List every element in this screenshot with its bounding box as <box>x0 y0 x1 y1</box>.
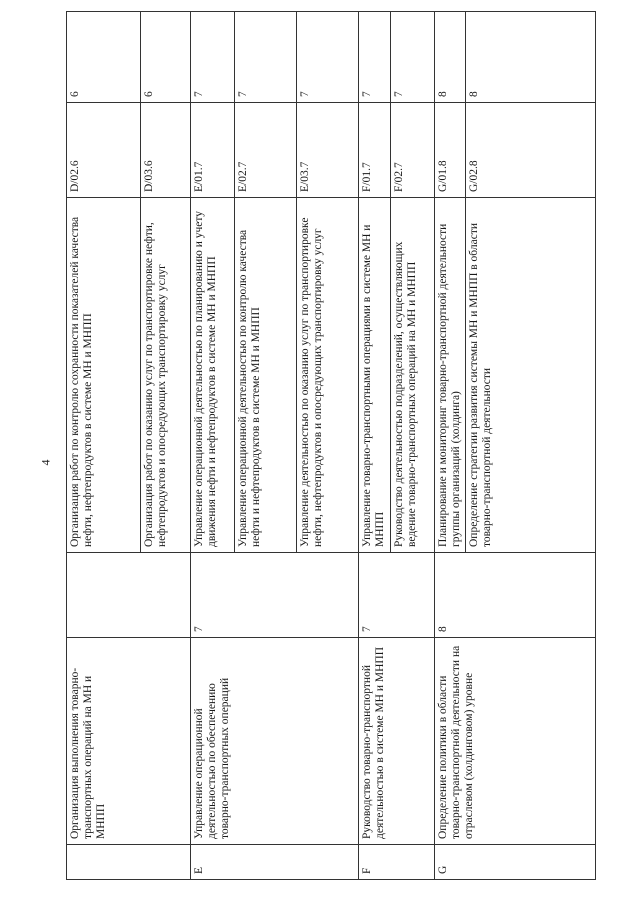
function-level-cell: 8 <box>466 12 596 103</box>
function-name-cell: Управление товарно-транспортными операциями в системе МН и МНПП <box>359 198 391 553</box>
function-name-cell: Определение стратегии развития системы МН и МНПП в области товарно-транспортной деятельности <box>466 198 596 553</box>
function-code-cell: E/03.7 <box>297 103 359 198</box>
function-code-cell: E/01.7 <box>191 103 235 198</box>
gtf-name-cell: Управление операционной деятельностью по обеспечению товарно-транспортных операций <box>191 638 359 845</box>
function-level-cell: 7 <box>391 12 435 103</box>
function-code-cell: E/02.7 <box>235 103 297 198</box>
function-code-cell: G/01.8 <box>435 103 466 198</box>
function-code-cell: G/02.8 <box>466 103 596 198</box>
function-code-cell: D/03.6 <box>141 103 191 198</box>
gtf-code-cell <box>67 845 191 880</box>
function-level-cell: 7 <box>297 12 359 103</box>
function-level-cell: 8 <box>435 12 466 103</box>
table-row <box>67 12 141 880</box>
functions-table-rotated <box>66 78 594 880</box>
function-name-cell: Управление операционной деятельностью по планированию и учету движения нефти и нефтепродуктов в системе МН и МНПП <box>191 198 235 553</box>
gtf-code-cell: F <box>359 845 435 880</box>
function-level-cell: 7 <box>359 12 391 103</box>
gtf-level-cell: 8 <box>435 553 596 638</box>
function-code-cell: F/01.7 <box>359 103 391 198</box>
function-code-cell: F/02.7 <box>391 103 435 198</box>
gtf-name-cell: Руководство товарно-транспортной деятельностью в системе МН и МНПП <box>359 638 435 845</box>
function-name-cell: Планирование и мониторинг товарно-транспортной деятельности группы организаций (холдинга) <box>435 198 466 553</box>
gtf-level-cell: 7 <box>191 553 359 638</box>
gtf-name-cell: Организация выполнения товарно-транспортных операций на МН и МНПП <box>67 638 191 845</box>
table-row <box>191 12 235 880</box>
function-name-cell: Руководство деятельностью подразделений, осуществляющих ведение товарно-транспортных операций на МН и МНПП <box>391 198 435 553</box>
function-level-cell: 7 <box>235 12 297 103</box>
gtf-name-cell: Определение политики в области товарно-транспортной деятельности на отраслевом (холдинговом) уровне <box>435 638 596 845</box>
table-row <box>359 12 391 880</box>
table-row <box>435 12 466 880</box>
gtf-level-cell: 7 <box>359 553 435 638</box>
gtf-code-cell: G <box>435 845 596 880</box>
gtf-level-cell <box>67 553 191 638</box>
function-code-cell: D/02.6 <box>67 103 141 198</box>
functions-table <box>66 11 596 880</box>
function-name-cell: Организация работ по оказанию услуг по транспортировке нефти, нефтепродуктов и опосредующих транспортировку услуг <box>141 198 191 553</box>
function-name-cell: Организация работ по контролю сохранности показателей качества нефти, нефтепродуктов в системе МН и МНПП <box>67 198 141 553</box>
function-level-cell: 6 <box>141 12 191 103</box>
function-level-cell: 7 <box>191 12 235 103</box>
function-name-cell: Управление деятельностью по оказанию услуг по транспортировке нефти, нефтепродуктов и опосредующих транспортировку услуг <box>297 198 359 553</box>
function-name-cell: Управление операционной деятельностью по контролю качества нефти и нефтепродуктов в системе МН и МНПП <box>235 198 297 553</box>
function-level-cell: 6 <box>67 12 141 103</box>
page-number: 4 <box>38 459 53 466</box>
gtf-code-cell: E <box>191 845 359 880</box>
